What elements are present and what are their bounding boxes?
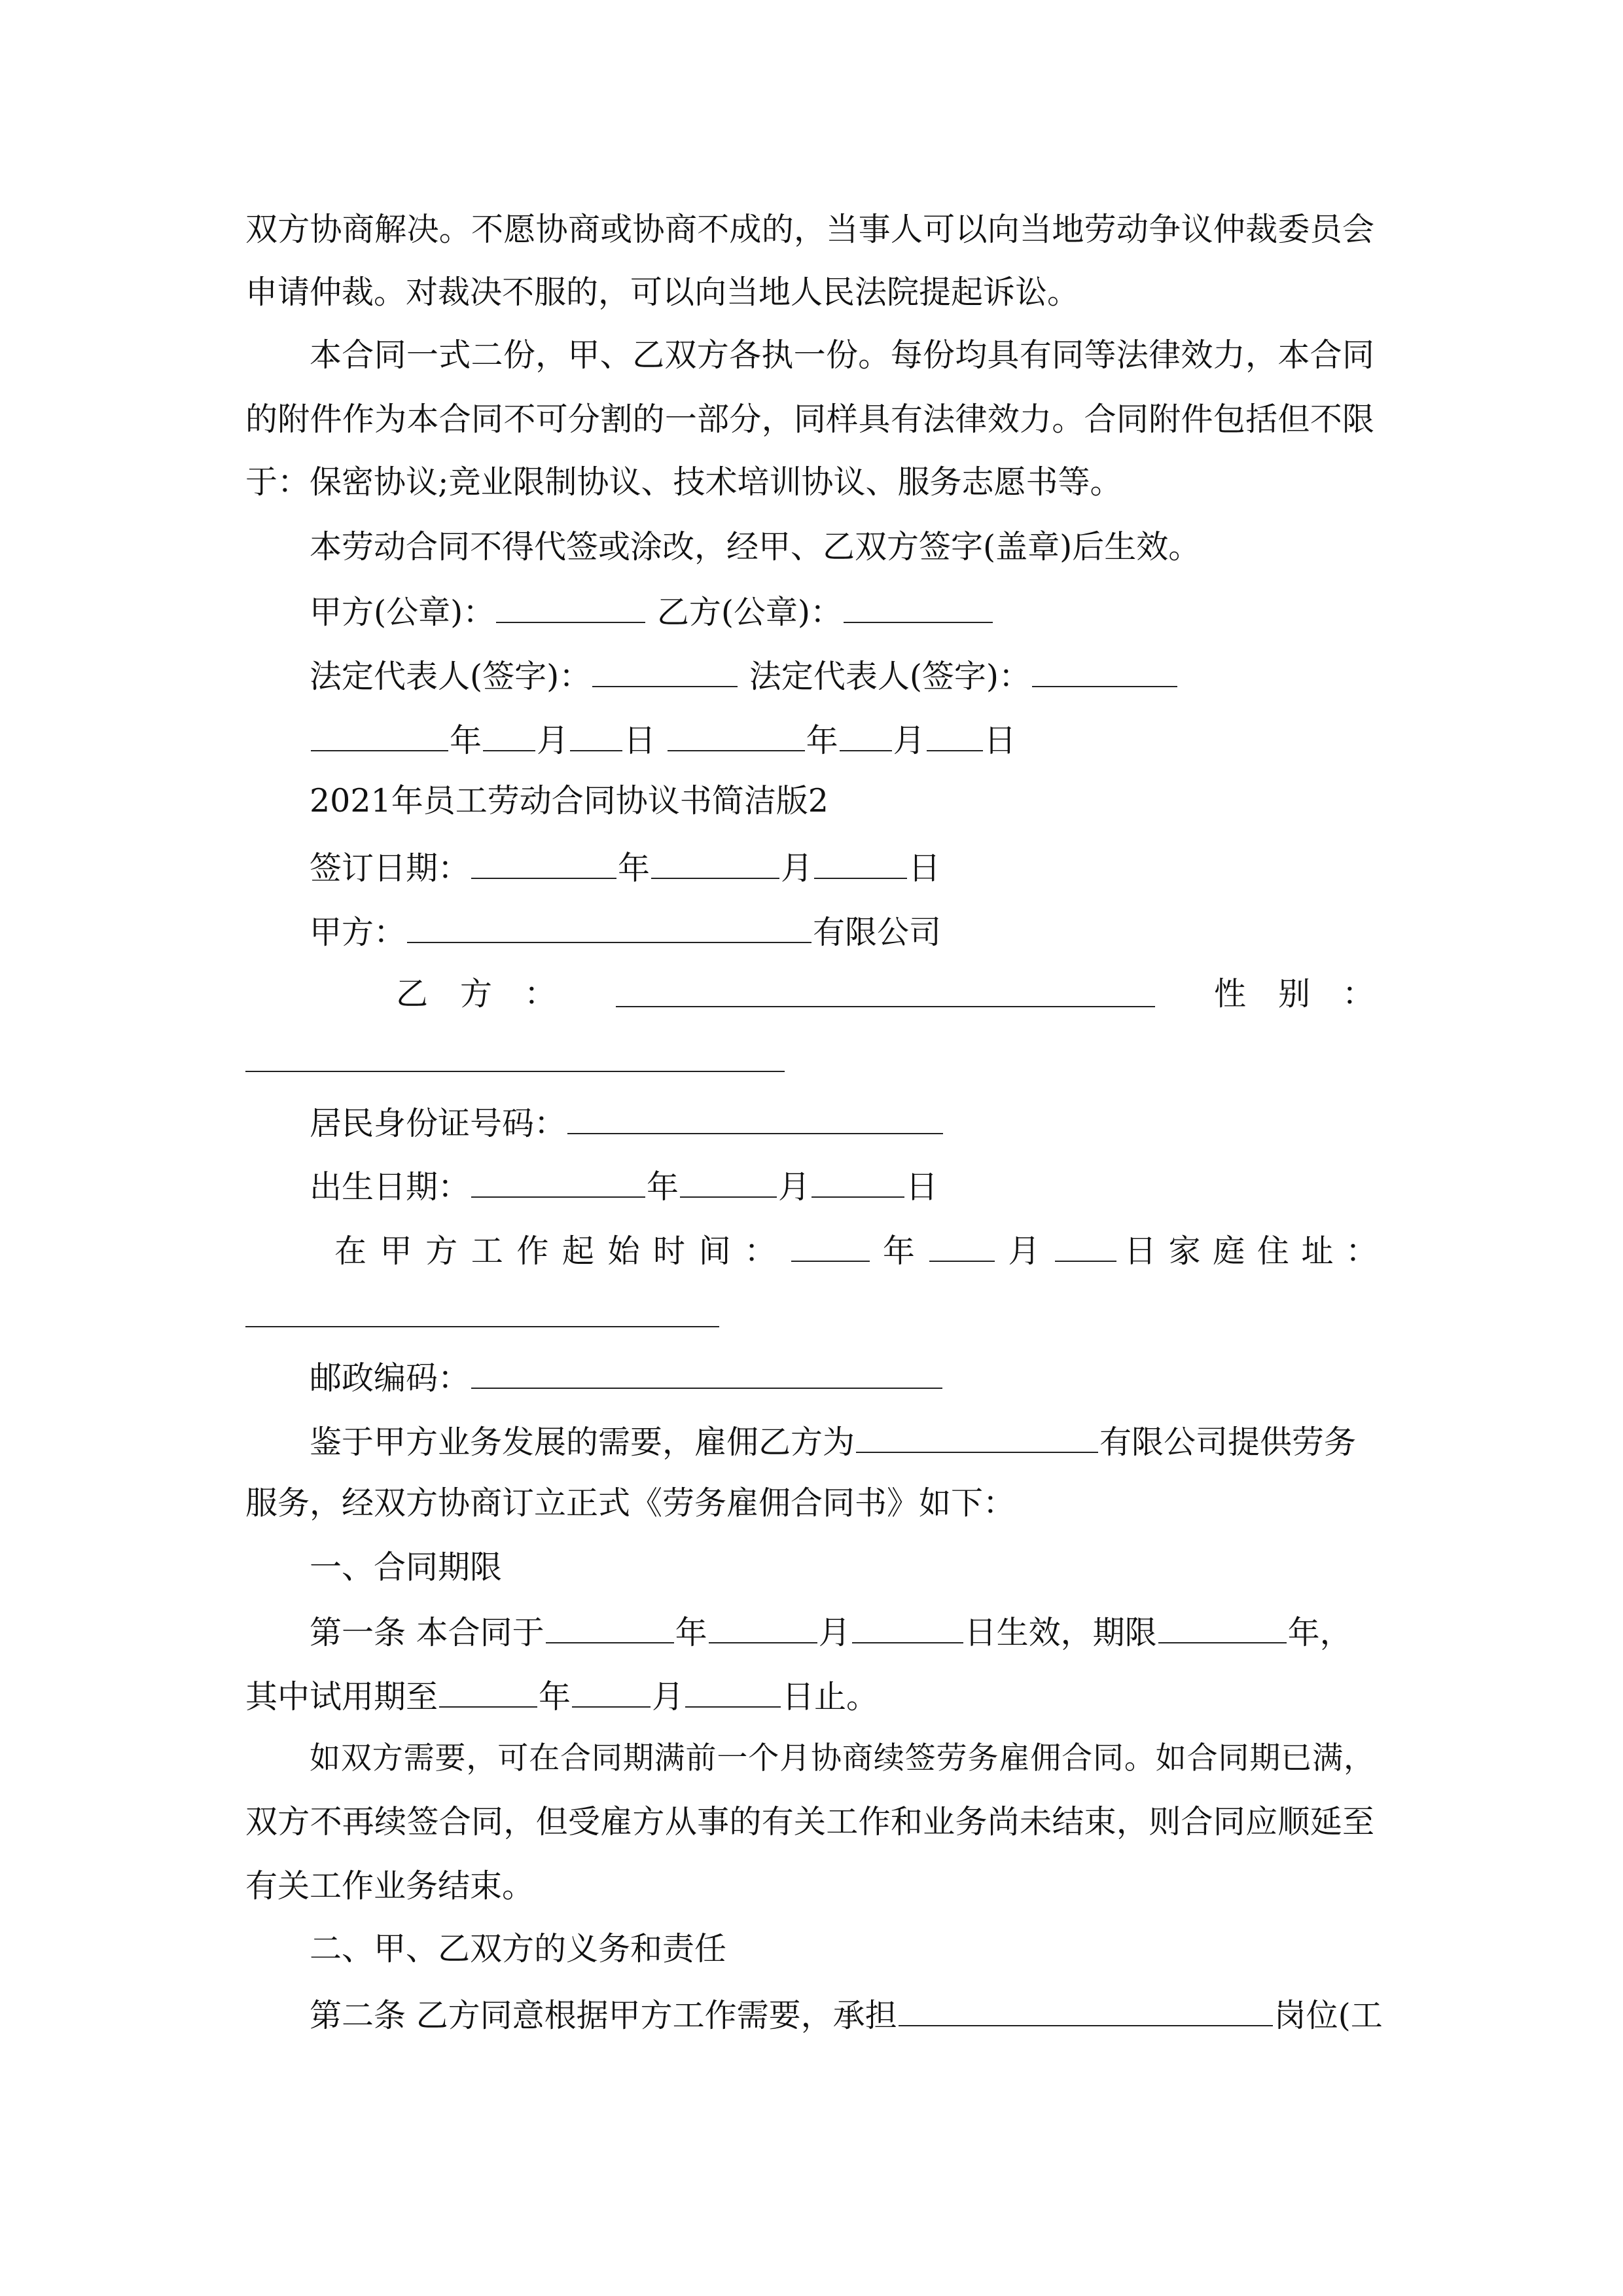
party-b-seal-blank [844, 592, 993, 623]
id-line [245, 1103, 1374, 1142]
postcode-label: 邮政编码： [310, 1359, 471, 1397]
year-label: 年 [450, 722, 482, 759]
month-label: 月 [893, 722, 925, 759]
position-blank [899, 1995, 1273, 2026]
start-time-line [245, 1230, 1390, 1270]
legal-rep-label: 法定代表人(签字)： [310, 658, 592, 695]
year-label: 年 [882, 1232, 929, 1270]
article-text: 岗位(工 [1274, 1997, 1383, 2034]
party-b-line [245, 976, 1374, 1013]
month-blank [572, 1676, 651, 1708]
text-line: 服务，经双方协商订立正式《劳务雇佣合同书》如下： [245, 1484, 1016, 1522]
year-blank [471, 848, 616, 879]
year-blank [546, 1612, 674, 1643]
article-text: 其中试用期至 [245, 1678, 438, 1715]
legal-rep-line [245, 656, 1374, 695]
day-blank [927, 720, 983, 751]
text-line: 于：保密协议;竞业限制协议、技术培训协议、服务志愿书等。 [245, 463, 1122, 501]
month-label: 月 [652, 1678, 685, 1715]
day-blank [570, 720, 622, 751]
party-a-line [245, 912, 1374, 951]
text-line: 如双方需要，可在合同期满前一个月协商续签劳务雇佣合同。如合同期已满， [310, 1740, 1374, 1776]
day-label: 日 [984, 722, 1016, 759]
year-label: 年 [806, 722, 838, 759]
year-blank [311, 720, 448, 751]
legal-rep-label: 法定代表人(签字)： [749, 658, 1031, 695]
text-line: 本合同一式二份，甲、乙双方各执一份。每份均具有同等法律效力，本合同 [310, 336, 1374, 374]
party-b-label: 乙 方 ： [396, 975, 557, 1013]
text-line: 双方协商解决。不愿协商或协商不成的，当事人可以向当地劳动争议仲裁委员会 [245, 211, 1374, 248]
year-label: 年 [539, 1678, 571, 1715]
day-blank [814, 848, 907, 879]
date-line [245, 720, 1374, 759]
party-a-label: 甲方： [310, 914, 406, 951]
text-line: 的附件作为本合同不可分割的一部分，同样具有法律效力。合同附件包括但不限 [245, 401, 1374, 438]
month-label: 月 [537, 722, 569, 759]
party-b-blank [616, 976, 1155, 1007]
home-address-blank [245, 1326, 719, 1327]
month-blank [680, 1166, 777, 1198]
start-time-label: 在甲方工作起始时间： [334, 1232, 790, 1270]
birth-line [245, 1166, 1374, 1206]
article-text: 第二条 乙方同意根据甲方工作需要，承担 [310, 1997, 897, 2034]
article-text: 年， [1287, 1614, 1352, 1651]
year-label: 年 [647, 1168, 679, 1206]
party-a-seal-label: 甲方(公章)： [310, 594, 495, 631]
month-blank [651, 848, 779, 879]
seal-line [245, 592, 1374, 631]
year-blank [791, 1230, 870, 1262]
probation-line [245, 1676, 1374, 1715]
term-blank [1158, 1612, 1287, 1643]
day-blank [852, 1612, 963, 1643]
month-blank [709, 1612, 817, 1643]
month-blank [929, 1230, 995, 1262]
gender-label: 性 别 ： [1213, 975, 1374, 1013]
section-heading: 二、甲、乙双方的义务和责任 [310, 1930, 727, 1967]
sign-date-label: 签订日期： [310, 850, 471, 887]
postcode-blank [471, 1357, 942, 1389]
day-blank [1055, 1230, 1116, 1262]
id-label: 居民身份证号码： [310, 1105, 567, 1142]
home-address-label: 日家庭住址： [1124, 1232, 1390, 1270]
company-blank [407, 912, 812, 943]
article-2-line [245, 1995, 1383, 2034]
article-text: 日生效，期限 [964, 1614, 1157, 1651]
text-line: 申请仲裁。对裁决不服的，可以向当地人民法院提起诉讼。 [245, 274, 1080, 311]
month-label: 月 [1008, 1232, 1054, 1270]
legal-rep-blank [1032, 656, 1177, 687]
text-line: 有关工作业务结束。 [245, 1867, 535, 1905]
day-label: 日 [908, 850, 941, 887]
day-label: 日 [624, 722, 656, 759]
year-blank [439, 1676, 537, 1708]
article-1-line [245, 1612, 1374, 1651]
month-label: 月 [781, 850, 813, 887]
year-label: 年 [675, 1614, 707, 1651]
company-suffix: 有限公司 [813, 914, 942, 951]
day-blank [685, 1676, 781, 1708]
id-blank [567, 1103, 943, 1134]
article-text: 日止。 [782, 1678, 879, 1715]
party-a-seal-blank [496, 592, 645, 623]
intro-line [245, 1422, 1374, 1461]
day-blank [812, 1166, 904, 1198]
year-blank [668, 720, 805, 751]
month-label: 月 [778, 1168, 811, 1206]
intro-text: 有限公司提供劳务 [1099, 1424, 1357, 1461]
gender-blank [245, 1071, 785, 1072]
day-label: 日 [906, 1168, 938, 1206]
article-text: 第一条 本合同于 [310, 1614, 544, 1651]
company-blank [856, 1422, 1098, 1453]
month-blank [840, 720, 892, 751]
year-label: 年 [618, 850, 651, 887]
month-blank [483, 720, 535, 751]
postcode-line [245, 1357, 1374, 1397]
month-label: 月 [818, 1614, 851, 1651]
text-line: 本劳动合同不得代签或涂改，经甲、乙双方签字(盖章)后生效。 [310, 528, 1201, 565]
sign-date-line [245, 848, 1374, 887]
year-blank [471, 1166, 645, 1198]
section-heading: 一、合同期限 [310, 1549, 503, 1586]
birth-label: 出生日期： [310, 1168, 471, 1206]
document-title: 2021年员工劳动合同协议书简洁版2 [310, 782, 829, 819]
legal-rep-blank [592, 656, 738, 687]
text-line: 双方不再续签合同，但受雇方从事的有关工作和业务尚未结束，则合同应顺延至 [245, 1803, 1374, 1840]
party-b-seal-label: 乙方(公章)： [656, 594, 843, 631]
intro-text: 鉴于甲方业务发展的需要，雇佣乙方为 [310, 1424, 855, 1461]
